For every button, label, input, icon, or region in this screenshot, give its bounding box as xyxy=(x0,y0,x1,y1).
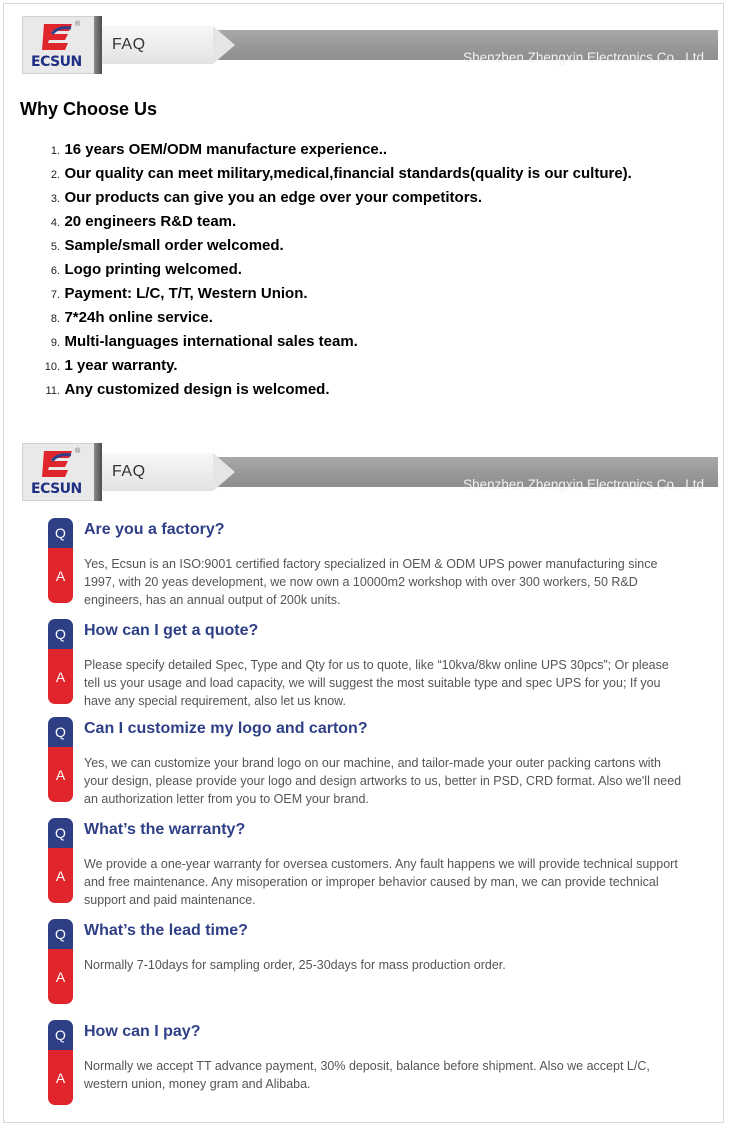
list-number: 2. xyxy=(50,169,60,181)
logo-text: ECSUN xyxy=(31,481,82,497)
registered-mark: ® xyxy=(75,21,81,28)
q-badge: Q xyxy=(48,717,73,747)
list-item xyxy=(20,356,632,380)
faq-question: What’s the lead time? xyxy=(84,922,248,939)
q-badge: Q xyxy=(48,619,73,649)
q-badge: Q xyxy=(48,518,73,548)
list-text: Our quality can meet military,medical,financial standards(quality is our culture). xyxy=(64,165,632,182)
list-number: 3. xyxy=(50,193,60,205)
faq-item xyxy=(48,717,688,806)
why-choose-us-title: Why Choose Us xyxy=(20,99,158,119)
company-name: Shenzhen Zhengxin Electronics Co., Ltd xyxy=(463,477,704,492)
list-text: Any customized design is welcomed. xyxy=(64,381,330,398)
faq-question: How can I pay? xyxy=(84,1023,201,1040)
list-text: Logo printing welcomed. xyxy=(64,261,242,278)
registered-mark: ® xyxy=(75,448,81,455)
faq-answer: Yes, we can customize your brand logo on our machine, and tailor-made your outer packing cartons with your design, please provide your logo and design artworks to us, better in PSD, CRD format. Also we'll need an authorization letter from you to OEM your brand. xyxy=(84,756,682,806)
why-choose-us-list xyxy=(20,140,632,404)
list-number: 9. xyxy=(50,337,60,349)
qa-badge xyxy=(48,818,73,903)
list-item xyxy=(20,380,632,404)
faq-question: How can I get a quote? xyxy=(84,622,259,639)
faq-question: Are you a factory? xyxy=(84,521,225,538)
list-number: 4. xyxy=(50,217,60,229)
qa-badge xyxy=(48,919,73,1004)
q-badge: Q xyxy=(48,919,73,949)
q-badge: Q xyxy=(48,818,73,848)
qa-badge xyxy=(48,717,73,802)
list-item xyxy=(20,212,632,236)
list-number: 10. xyxy=(44,361,60,373)
a-badge: A xyxy=(48,649,73,704)
faq-item xyxy=(48,1020,688,1106)
list-text: Sample/small order welcomed. xyxy=(64,237,284,254)
list-item xyxy=(20,236,632,260)
ecsun-logo xyxy=(22,16,98,74)
qa-badge xyxy=(48,619,73,704)
a-badge: A xyxy=(48,747,73,802)
faq-tab xyxy=(94,453,213,491)
faq-banner-bottom xyxy=(22,443,718,501)
faq-answer: We provide a one-year warranty for oversea customers. Any fault happens we will provide technical support and free maintenance. Any misoperation or improper behavior caused by man, we can provide technical support and paid maintenance. xyxy=(84,857,678,907)
faq-question: What’s the warranty? xyxy=(84,821,246,838)
faq-banner-top xyxy=(22,16,718,74)
faq-answer: Normally 7-10days for sampling order, 25-30days for mass production order. xyxy=(84,958,506,972)
list-item xyxy=(20,284,632,308)
faq-label: FAQ xyxy=(112,463,146,480)
list-text: 1 year warranty. xyxy=(64,357,178,374)
faq-answer: Normally we accept TT advance payment, 30% deposit, balance before shipment. Also we accept L/C, western union, money gram and Alibaba. xyxy=(84,1059,650,1091)
a-badge: A xyxy=(48,949,73,1004)
faq-tab xyxy=(94,26,213,64)
list-text: Payment: L/C, T/T, Western Union. xyxy=(64,285,308,302)
faq-item xyxy=(48,818,688,907)
list-item xyxy=(20,332,632,356)
faq-label: FAQ xyxy=(112,36,146,53)
list-number: 1. xyxy=(50,145,60,157)
list-item xyxy=(20,308,632,332)
ecsun-logo xyxy=(22,443,98,501)
faq-answer: Yes, Ecsun is an ISO:9001 certified factory specialized in OEM & ODM UPS power manufacturing since 1997, with 20 yeas development, we now own a 10000m2 workshop with over 300 workers, 50 R&D engineers, has an annual output of 200k units. xyxy=(84,557,658,607)
list-text: 20 engineers R&D team. xyxy=(64,213,237,230)
list-item xyxy=(20,140,632,164)
a-badge: A xyxy=(48,848,73,903)
list-text: Multi-languages international sales team. xyxy=(64,333,358,350)
ecsun-logo-icon xyxy=(38,21,81,56)
list-number: 6. xyxy=(50,265,60,277)
faq-answer: Please specify detailed Spec, Type and Qty for us to quote, like “10kva/8kw online UPS 30pcs”; Or please tell us your usage and load capacity, we will suggest the most suitable type and spec UPS for you; If you have any special requirement, also let us know. xyxy=(84,658,669,708)
q-badge: Q xyxy=(48,1020,73,1050)
list-text: 7*24h online service. xyxy=(64,309,213,326)
a-badge: A xyxy=(48,548,73,603)
list-number: 8. xyxy=(50,313,60,325)
list-item xyxy=(20,188,632,212)
list-text: Our products can give you an edge over your competitors. xyxy=(64,189,483,206)
list-item xyxy=(20,164,632,188)
faq-item xyxy=(48,619,688,708)
list-number: 5. xyxy=(50,241,60,253)
a-badge: A xyxy=(48,1050,73,1105)
list-number: 11. xyxy=(45,385,60,397)
qa-badge xyxy=(48,518,73,603)
company-name: Shenzhen Zhengxin Electronics Co., Ltd xyxy=(463,50,704,65)
logo-text: ECSUN xyxy=(31,54,82,70)
faq-item xyxy=(48,919,688,1005)
list-item xyxy=(20,260,632,284)
list-text: 16 years OEM/ODM manufacture experience.. xyxy=(64,141,388,158)
qa-badge xyxy=(48,1020,73,1105)
faq-question: Can I customize my logo and carton? xyxy=(84,720,368,737)
faq-item xyxy=(48,518,688,607)
ecsun-logo-icon xyxy=(38,448,81,483)
list-number: 7. xyxy=(50,289,60,301)
